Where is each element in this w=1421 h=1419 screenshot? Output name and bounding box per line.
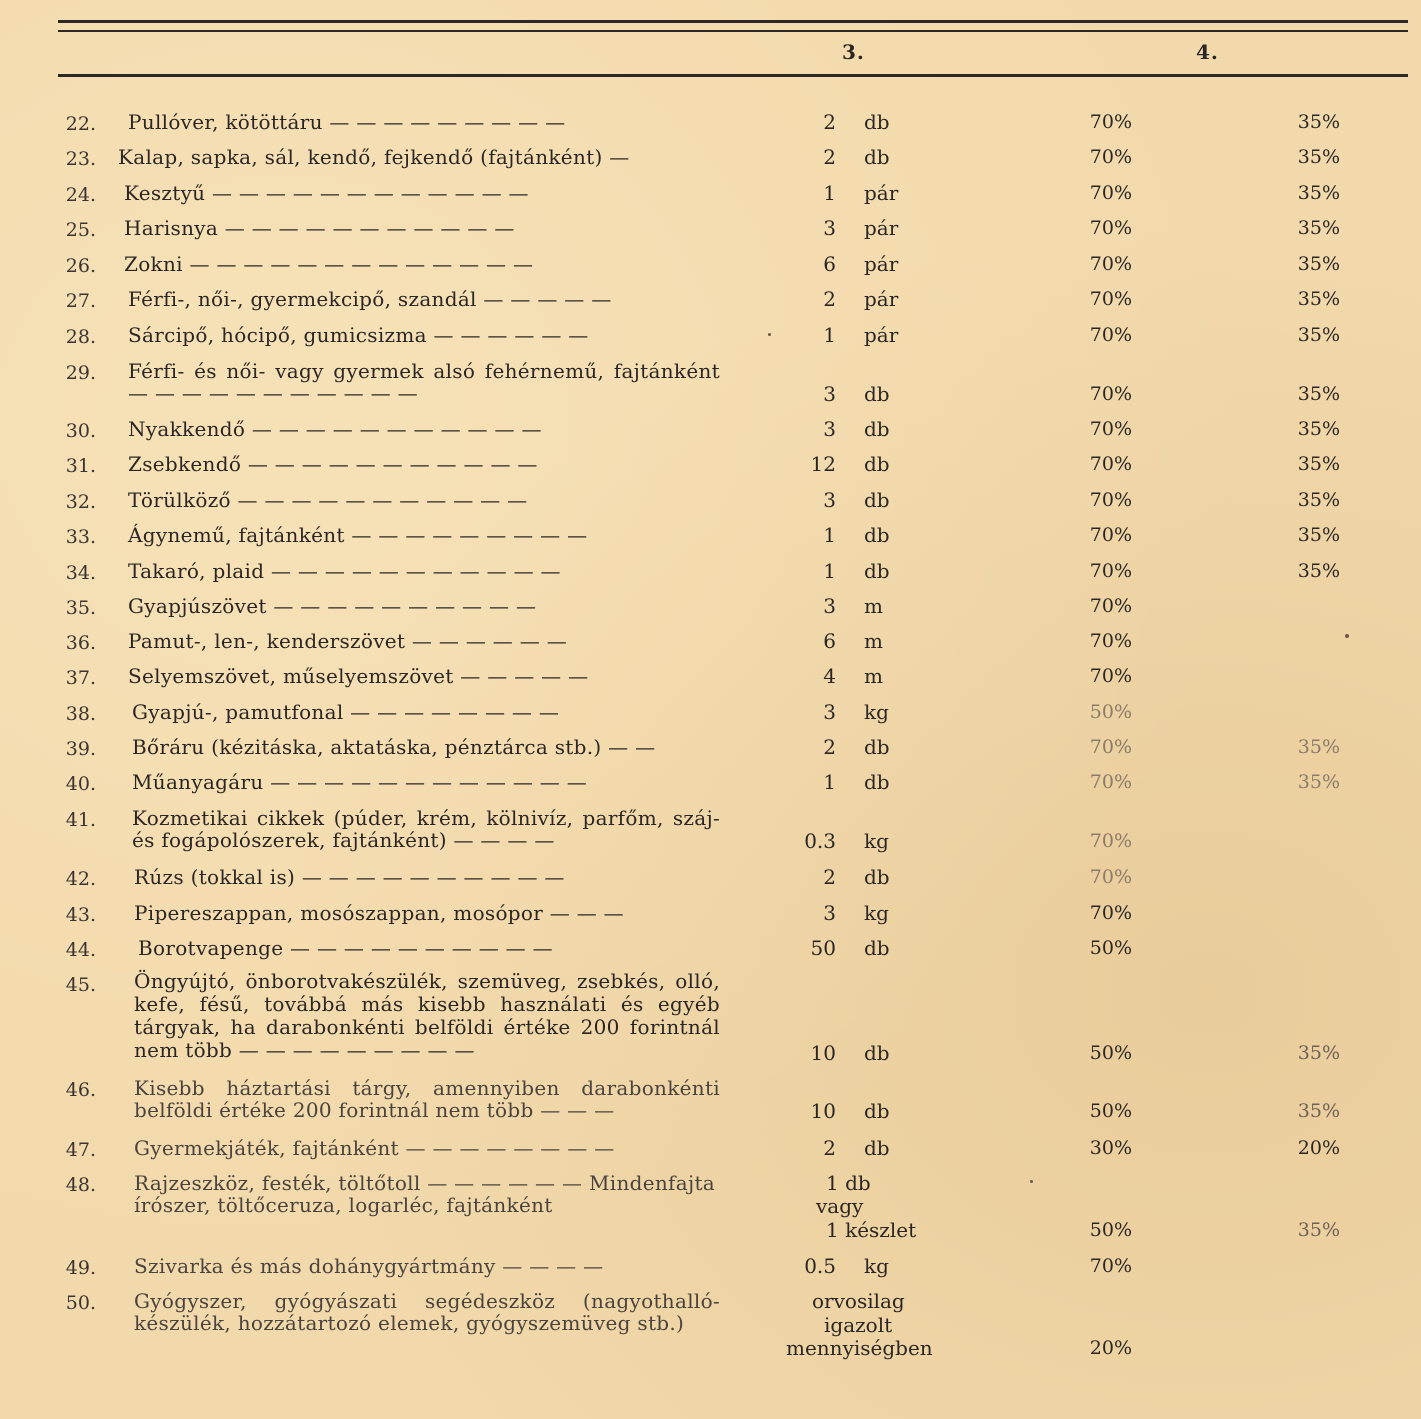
row-quantity-line: orvosilag: [812, 1289, 905, 1313]
row-number: 48.: [65, 1174, 96, 1196]
row-description: Kalap, sapka, sál, kendő, fejkendő (fajtánként) —: [118, 145, 630, 169]
row-unit: pár: [864, 216, 899, 240]
row-quantity: 3: [823, 594, 836, 618]
row-unit: pár: [864, 252, 899, 276]
row-quantity: 12: [810, 452, 836, 476]
row-number: 32.: [65, 491, 96, 513]
print-speck: [1030, 1180, 1033, 1183]
row-quantity: 1: [823, 181, 836, 205]
row-unit: db: [864, 488, 890, 512]
row-rate-col4: 35%: [1297, 771, 1340, 793]
row-rate-col3: 70%: [1089, 771, 1132, 793]
row-description: Férfi- és női- vagy gyermek alsó fehérnemű, fajtánként — — — — — — — — — — —: [128, 359, 720, 405]
row-rate-col3: 70%: [1089, 665, 1132, 687]
row-number: 27.: [65, 290, 96, 312]
row-quantity-line: 1 készlet: [826, 1218, 917, 1242]
row-description: Selyemszövet, műselyemszövet — — — — —: [128, 664, 589, 688]
row-number: 33.: [65, 526, 96, 548]
row-rate-col3: 70%: [1089, 902, 1132, 924]
row-unit: db: [864, 936, 890, 960]
row-number: 45.: [65, 974, 96, 996]
row-description: Rajzeszköz, festék, töltőtoll — — — — — — Mindenfajta írószer, töltőceruza, logarléc, fajtánként: [134, 1171, 716, 1217]
row-number: 26.: [65, 255, 96, 277]
row-description: Öngyújtó, önborotvakészülék, szemüveg, zsebkés, olló, kefe, fésű, továbbá más kisebb használati és egyéb tárgyak, ha darabonkénti belföldi értéke 200 forintnál nem több — — — — — — — — —: [134, 969, 720, 1062]
row-rate-col3: 70%: [1089, 524, 1132, 546]
row-number: 29.: [65, 362, 96, 384]
row-quantity: 2: [823, 1136, 836, 1160]
row-unit: db: [864, 145, 890, 169]
row-number: 38.: [65, 703, 96, 725]
row-unit: db: [864, 1041, 890, 1065]
row-unit: pár: [864, 181, 899, 205]
row-quantity: 0.5: [804, 1254, 836, 1278]
row-rate-col3: 70%: [1089, 1255, 1132, 1277]
row-quantity: 2: [823, 287, 836, 311]
row-unit: db: [864, 559, 890, 583]
row-description: Borotvapenge — — — — — — — — — —: [138, 936, 553, 960]
row-number: 31.: [65, 455, 96, 477]
row-description: Zsebkendő — — — — — — — — — — —: [128, 452, 538, 476]
row-unit: kg: [864, 700, 889, 724]
row-rate-col3: 30%: [1089, 1137, 1132, 1159]
row-quantity: 6: [823, 629, 836, 653]
row-number: 39.: [65, 738, 96, 760]
row-rate-col3: 50%: [1089, 937, 1132, 959]
row-rate-col3: 70%: [1089, 560, 1132, 582]
row-description: Gyermekjáték, fajtánként — — — — — — — —: [134, 1136, 615, 1160]
row-unit: pár: [864, 287, 899, 311]
row-description: Szivarka és más dohánygyártmány — — — —: [134, 1254, 604, 1278]
row-rate-col4: 35%: [1297, 453, 1340, 475]
row-rate-col4: 35%: [1297, 324, 1340, 346]
row-quantity: 1: [823, 523, 836, 547]
row-unit: db: [864, 452, 890, 476]
row-rate-col3: 70%: [1089, 736, 1132, 758]
row-rate-col3: 70%: [1089, 288, 1132, 310]
row-description: Sárcipő, hócipő, gumicsizma — — — — — —: [128, 323, 589, 347]
row-description: Bőráru (kézitáska, aktatáska, pénztárca stb.) — —: [132, 735, 656, 759]
column-header-4: 4.: [1196, 40, 1219, 64]
row-rate-col4: 35%: [1297, 524, 1340, 546]
row-quantity: 10: [810, 1099, 836, 1123]
row-rate-col3: 70%: [1089, 146, 1132, 168]
print-speck: [768, 333, 771, 336]
row-rate-col3: 70%: [1089, 383, 1132, 405]
row-quantity: 3: [823, 901, 836, 925]
row-description: Harisnya — — — — — — — — — — —: [124, 216, 515, 240]
row-rate-col4: 35%: [1297, 288, 1340, 310]
row-rate-col3: 50%: [1089, 1100, 1132, 1122]
row-rate-col3: 50%: [1089, 1042, 1132, 1064]
row-unit: db: [864, 110, 890, 134]
row-number: 22.: [65, 113, 96, 135]
row-unit: db: [864, 1099, 890, 1123]
row-rate-col3: 50%: [1089, 701, 1132, 723]
row-quantity: 2: [823, 735, 836, 759]
row-rate-col4: 35%: [1297, 1100, 1340, 1122]
row-rate-col4: 35%: [1297, 560, 1340, 582]
row-quantity: 3: [823, 417, 836, 441]
row-description: Törülköző — — — — — — — — — — —: [128, 488, 528, 512]
row-unit: kg: [864, 1254, 889, 1278]
row-unit: kg: [864, 829, 889, 853]
row-quantity: 3: [823, 488, 836, 512]
row-number: 47.: [65, 1139, 96, 1161]
row-rate-col4: 35%: [1297, 418, 1340, 440]
row-description: Pipereszappan, mosószappan, mosópor — — —: [134, 901, 624, 925]
row-description: Pamut-, len-, kenderszövet — — — — — —: [128, 629, 568, 653]
row-unit: db: [864, 770, 890, 794]
row-unit: db: [864, 523, 890, 547]
row-number: 43.: [65, 904, 96, 926]
row-quantity: 3: [823, 216, 836, 240]
row-number: 35.: [65, 597, 96, 619]
row-number: 23.: [65, 148, 96, 170]
row-rate-col3: 70%: [1089, 324, 1132, 346]
row-number: 36.: [65, 632, 96, 654]
row-unit: db: [864, 1136, 890, 1160]
row-rate-col4: 35%: [1297, 182, 1340, 204]
row-rate-col4: 35%: [1297, 253, 1340, 275]
row-number: 49.: [65, 1257, 96, 1279]
row-rate-col3: 70%: [1089, 453, 1132, 475]
row-quantity: 0.3: [804, 829, 836, 853]
row-unit: db: [864, 865, 890, 889]
row-quantity: 1: [823, 559, 836, 583]
row-quantity: 4: [823, 664, 836, 688]
row-rate-col4: 20%: [1297, 1137, 1340, 1159]
row-description: Takaró, plaid — — — — — — — — — — —: [128, 559, 561, 583]
row-quantity-line: 1 db: [826, 1171, 871, 1195]
row-description: Nyakkendő — — — — — — — — — — —: [128, 417, 542, 441]
row-quantity-line: vagy: [816, 1194, 864, 1218]
column-header-3: 3.: [842, 40, 865, 64]
row-number: 50.: [65, 1292, 96, 1314]
row-number: 28.: [65, 326, 96, 348]
row-rate-col4: 35%: [1297, 383, 1340, 405]
header-rule: [58, 74, 1408, 77]
row-description: Kozmetikai cikkek (púder, krém, kölnivíz, parfőm, száj- és fogápolószerek, fajtánként) — — — —: [132, 806, 720, 852]
row-quantity: 2: [823, 110, 836, 134]
row-quantity: 50: [810, 936, 836, 960]
row-description: Gyapjú-, pamutfonal — — — — — — — —: [132, 700, 560, 724]
row-rate-col3: 70%: [1089, 217, 1132, 239]
row-number: 24.: [65, 184, 96, 206]
top-rule: [58, 30, 1408, 32]
row-quantity: 1: [823, 323, 836, 347]
row-rate-col4: 35%: [1297, 111, 1340, 133]
row-number: 42.: [65, 868, 96, 890]
row-quantity: 3: [823, 700, 836, 724]
row-rate-col4: 35%: [1297, 1042, 1340, 1064]
row-quantity: 2: [823, 865, 836, 889]
row-unit: pár: [864, 323, 899, 347]
row-rate-col4: 35%: [1297, 489, 1340, 511]
row-description: Rúzs (tokkal is) — — — — — — — — — —: [134, 865, 565, 889]
row-rate-col3: 70%: [1089, 253, 1132, 275]
row-unit: db: [864, 417, 890, 441]
row-rate-col3: 70%: [1089, 182, 1132, 204]
row-rate-col3: 70%: [1089, 866, 1132, 888]
row-unit: db: [864, 735, 890, 759]
row-rate-col3: 70%: [1089, 630, 1132, 652]
row-description: Pullóver, kötöttáru — — — — — — — — —: [128, 110, 566, 134]
row-number: 25.: [65, 219, 96, 241]
row-rate-col3: 70%: [1089, 111, 1132, 133]
row-description: Gyógyszer, gyógyászati segédeszköz (nagyothalló-készülék, hozzátartozó elemek, gyógyszemüveg stb.): [134, 1289, 720, 1335]
row-quantity: 3: [823, 382, 836, 406]
row-number: 37.: [65, 667, 96, 689]
row-description: Kesztyű — — — — — — — — — — — —: [124, 181, 529, 205]
row-description: Kisebb háztartási tárgy, amennyiben darabonkénti belföldi értéke 200 forintnál nem több — — —: [134, 1076, 720, 1122]
row-quantity-line: igazolt: [824, 1313, 893, 1337]
row-description: Ágynemű, fajtánként — — — — — — — — —: [128, 523, 588, 547]
top-double-rule: [58, 20, 1408, 23]
row-quantity: 10: [810, 1041, 836, 1065]
row-unit: kg: [864, 901, 889, 925]
row-unit: m: [864, 594, 883, 618]
row-unit: m: [864, 664, 883, 688]
row-unit: db: [864, 382, 890, 406]
row-rate-col3: 70%: [1089, 418, 1132, 440]
row-number: 41.: [65, 809, 96, 831]
row-description: Gyapjúszövet — — — — — — — — — —: [128, 594, 537, 618]
row-rate-col3: 20%: [1089, 1337, 1132, 1359]
row-rate-col4: 35%: [1297, 1219, 1340, 1241]
row-description: Zokni — — — — — — — — — — — — —: [124, 252, 534, 276]
row-quantity: 1: [823, 770, 836, 794]
row-number: 44.: [65, 939, 96, 961]
row-rate-col4: 35%: [1297, 736, 1340, 758]
print-speck: [1345, 634, 1349, 638]
row-number: 30.: [65, 420, 96, 442]
row-quantity: 6: [823, 252, 836, 276]
row-number: 46.: [65, 1079, 96, 1101]
row-rate-col3: 50%: [1089, 1219, 1132, 1241]
row-unit: m: [864, 629, 883, 653]
row-description: Férfi-, női-, gyermekcipő, szandál — — — — —: [128, 287, 612, 311]
row-number: 40.: [65, 773, 96, 795]
row-rate-col3: 70%: [1089, 830, 1132, 852]
row-number: 34.: [65, 562, 96, 584]
row-quantity: 2: [823, 145, 836, 169]
row-quantity-line: mennyiségben: [786, 1336, 933, 1360]
row-rate-col4: 35%: [1297, 217, 1340, 239]
row-rate-col3: 70%: [1089, 595, 1132, 617]
row-rate-col3: 70%: [1089, 489, 1132, 511]
row-description: Műanyagáru — — — — — — — — — — — —: [132, 770, 588, 794]
row-rate-col4: 35%: [1297, 146, 1340, 168]
